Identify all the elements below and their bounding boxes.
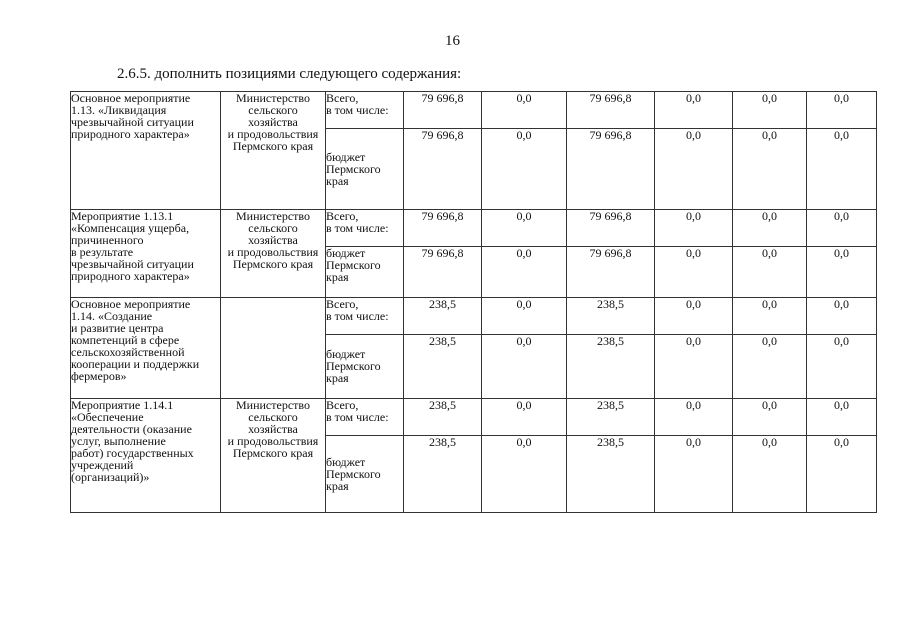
page-number: 16 bbox=[445, 33, 460, 49]
value-cell: 0,0 bbox=[482, 399, 567, 436]
value-cell: 0,0 bbox=[733, 298, 807, 335]
source-cell: Всего, в том числе: bbox=[326, 92, 404, 129]
value-cell: 238,5 bbox=[567, 399, 655, 436]
source-cell: бюджет Пермского края bbox=[326, 436, 404, 513]
value-cell: 0,0 bbox=[807, 210, 877, 247]
measure-name-cell: Мероприятие 1.13.1 «Компенсация ущерба, причиненного в результате чрезвычайной ситуации природного характера» bbox=[71, 210, 221, 298]
value-cell: 0,0 bbox=[807, 92, 877, 129]
value-cell: 0,0 bbox=[655, 129, 733, 210]
value-cell: 0,0 bbox=[807, 298, 877, 335]
value-cell: 0,0 bbox=[482, 129, 567, 210]
value-cell: 0,0 bbox=[807, 335, 877, 399]
value-cell: 0,0 bbox=[733, 335, 807, 399]
value-cell: 0,0 bbox=[655, 210, 733, 247]
value-cell: 238,5 bbox=[567, 298, 655, 335]
value-cell: 0,0 bbox=[482, 335, 567, 399]
value-cell: 0,0 bbox=[807, 436, 877, 513]
value-cell: 238,5 bbox=[567, 335, 655, 399]
executor-cell: Министерство сельского хозяйства и продовольствия Пермского края bbox=[221, 399, 326, 513]
value-cell: 79 696,8 bbox=[567, 247, 655, 298]
value-cell: 0,0 bbox=[733, 399, 807, 436]
value-cell: 0,0 bbox=[655, 92, 733, 129]
table-row bbox=[71, 210, 877, 247]
executor-cell: Министерство сельского хозяйства и продовольствия Пермского края bbox=[221, 210, 326, 298]
source-cell: Всего, в том числе: bbox=[326, 210, 404, 247]
value-cell: 79 696,8 bbox=[404, 210, 482, 247]
executor-cell: Министерство сельского хозяйства и продовольствия Пермского края bbox=[221, 92, 326, 210]
value-cell: 79 696,8 bbox=[567, 129, 655, 210]
value-cell: 238,5 bbox=[404, 298, 482, 335]
value-cell: 0,0 bbox=[807, 129, 877, 210]
value-cell: 238,5 bbox=[404, 399, 482, 436]
value-cell: 0,0 bbox=[807, 247, 877, 298]
value-cell: 0,0 bbox=[733, 210, 807, 247]
value-cell: 0,0 bbox=[655, 399, 733, 436]
value-cell: 0,0 bbox=[655, 247, 733, 298]
measure-name-cell: Основное мероприятие 1.14. «Создание и развитие центра компетенций в сфере сельскохозяйственной кооперации и поддержки фермеров» bbox=[71, 298, 221, 399]
value-cell: 0,0 bbox=[482, 436, 567, 513]
value-cell: 79 696,8 bbox=[567, 92, 655, 129]
source-cell: Всего, в том числе: bbox=[326, 399, 404, 436]
value-cell: 238,5 bbox=[567, 436, 655, 513]
value-cell: 0,0 bbox=[482, 210, 567, 247]
value-cell: 0,0 bbox=[733, 436, 807, 513]
value-cell: 79 696,8 bbox=[404, 129, 482, 210]
value-cell: 238,5 bbox=[404, 335, 482, 399]
value-cell: 0,0 bbox=[733, 129, 807, 210]
source-cell: бюджет Пермского края bbox=[326, 247, 404, 298]
intro-text: 2.6.5. дополнить позициями следующего содержания: bbox=[117, 66, 462, 82]
value-cell: 0,0 bbox=[482, 247, 567, 298]
value-cell: 79 696,8 bbox=[404, 247, 482, 298]
source-cell: бюджет Пермского края bbox=[326, 129, 404, 210]
measure-name-cell: Основное мероприятие 1.13. «Ликвидация чрезвычайной ситуации природного характера» bbox=[71, 92, 221, 210]
value-cell: 79 696,8 bbox=[404, 92, 482, 129]
value-cell: 0,0 bbox=[733, 92, 807, 129]
source-cell: Всего, в том числе: bbox=[326, 298, 404, 335]
value-cell: 0,0 bbox=[655, 436, 733, 513]
measure-name-cell: Мероприятие 1.14.1 «Обеспечение деятельности (оказание услуг, выполнение работ) государственных учреждений (организаций)» bbox=[71, 399, 221, 513]
budget-table bbox=[70, 91, 877, 513]
table-row bbox=[71, 399, 877, 436]
value-cell: 0,0 bbox=[655, 335, 733, 399]
value-cell: 79 696,8 bbox=[567, 210, 655, 247]
table-row bbox=[71, 92, 877, 129]
source-cell: бюджет Пермского края bbox=[326, 335, 404, 399]
value-cell: 0,0 bbox=[655, 298, 733, 335]
value-cell: 0,0 bbox=[733, 247, 807, 298]
value-cell: 0,0 bbox=[807, 399, 877, 436]
table-row bbox=[71, 298, 877, 335]
value-cell: 0,0 bbox=[482, 92, 567, 129]
value-cell: 238,5 bbox=[404, 436, 482, 513]
executor-cell bbox=[221, 298, 326, 399]
value-cell: 0,0 bbox=[482, 298, 567, 335]
